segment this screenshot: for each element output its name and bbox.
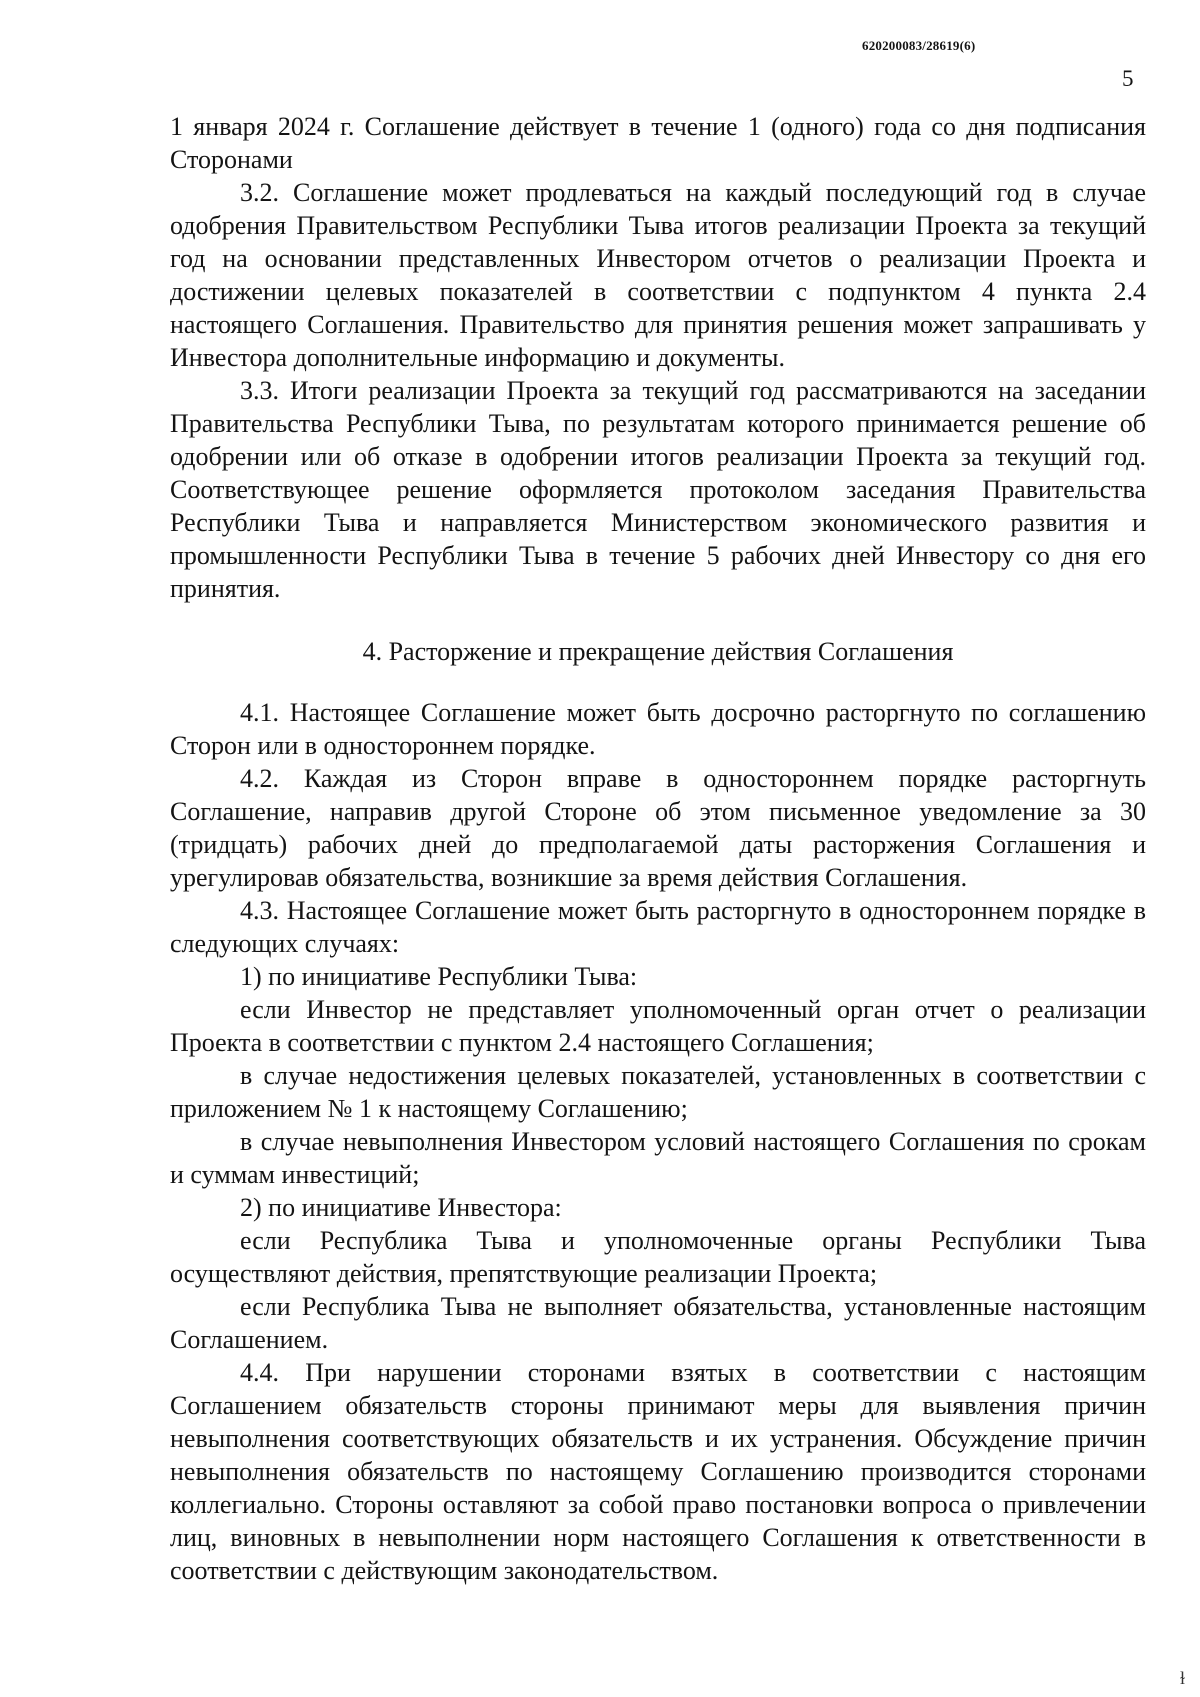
paragraph-4-1: 4.1. Настоящее Соглашение может быть досрочно расторгнуто по соглашению Сторон или в одностороннем порядке. <box>170 698 1146 760</box>
corner-mark: ɫ <box>1180 1668 1186 1688</box>
document-id: 620200083/28619(6) <box>862 38 976 53</box>
list-item-investor-initiative: 2) по инициативе Инвестора: <box>240 1193 562 1222</box>
document-body <box>170 110 1146 1587</box>
list-item-obligations-unmet: если Республика Тыва не выполняет обязательства, установленные настоящим Соглашением. <box>170 1292 1146 1354</box>
paragraph-continuation: 1 января 2024 г. Соглашение действует в течение 1 (одного) года со дня подписания Сторонами <box>170 112 1146 174</box>
paragraph-4-3: 4.3. Настоящее Соглашение может быть расторгнуто в одностороннем порядке в следующих случаях: <box>170 896 1146 958</box>
list-item-republic-initiative: 1) по инициативе Республики Тыва: <box>240 962 638 991</box>
paragraph-4-2: 4.2. Каждая из Сторон вправе в одностороннем порядке расторгнуть Соглашение, направив другой Стороне об этом письменное уведомление за 30 (тридцать) рабочих дней до предполагаемой даты расторжения Соглашения и урегулировав обязательства, возникшие за время действия Соглашения. <box>170 764 1146 892</box>
list-item-no-report: если Инвестор не представляет уполномоченный орган отчет о реализации Проекта в соответствии с пунктом 2.4 настоящего Соглашения; <box>170 995 1146 1057</box>
section-heading: 4. Расторжение и прекращение действия Соглашения <box>362 637 954 666</box>
list-item-terms-violation: в случае невыполнения Инвестором условий настоящего Соглашения по срокам и суммам инвестиций; <box>170 1127 1146 1189</box>
paragraph-4-4: 4.4. При нарушении сторонами взятых в соответствии с настоящим Соглашением обязательств стороны принимают меры для выявления причин невыполнения соответствующих обязательств и их устранения. Обсуждение причин невыполнения обязательств по настоящему Соглашению производится сторонами коллегиально. Стороны оставляют за собой право постановки вопроса о привлечении лиц, виновных в невыполнении норм настоящего Соглашения к ответственности в соответствии с действующим законодательством. <box>170 1358 1146 1585</box>
paragraph-3-3: 3.3. Итоги реализации Проекта за текущий год рассматриваются на заседании Правительства Республики Тыва, по результатам которого принимается решение об одобрении или об отказе в одобрении итогов реализации Проекта за текущий год. Соответствующее решение оформляется протоколом заседания Правительства Республики Тыва и направляется Министерством экономического развития и промышленности Республики Тыва в течение 5 рабочих дней Инвестору со дня его принятия. <box>170 376 1146 603</box>
list-item-obstruction: если Республика Тыва и уполномоченные органы Республики Тыва осуществляют действия, препятствующие реализации Проекта; <box>170 1226 1146 1288</box>
page-number: 5 <box>1122 66 1134 91</box>
paragraph-3-2: 3.2. Соглашение может продлеваться на каждый последующий год в случае одобрения Правительством Республики Тыва итогов реализации Проекта за текущий год на основании представленных Инвестором отчетов о реализации Проекта и достижении целевых показателей в соответствии с подпунктом 4 пункта 2.4 настоящего Соглашения. Правительство для принятия решения может запрашивать у Инвестора дополнительные информацию и документы. <box>170 178 1146 372</box>
list-item-targets-not-met: в случае недостижения целевых показателей, установленных в соответствии с приложением № 1 к настоящему Соглашению; <box>170 1061 1146 1123</box>
